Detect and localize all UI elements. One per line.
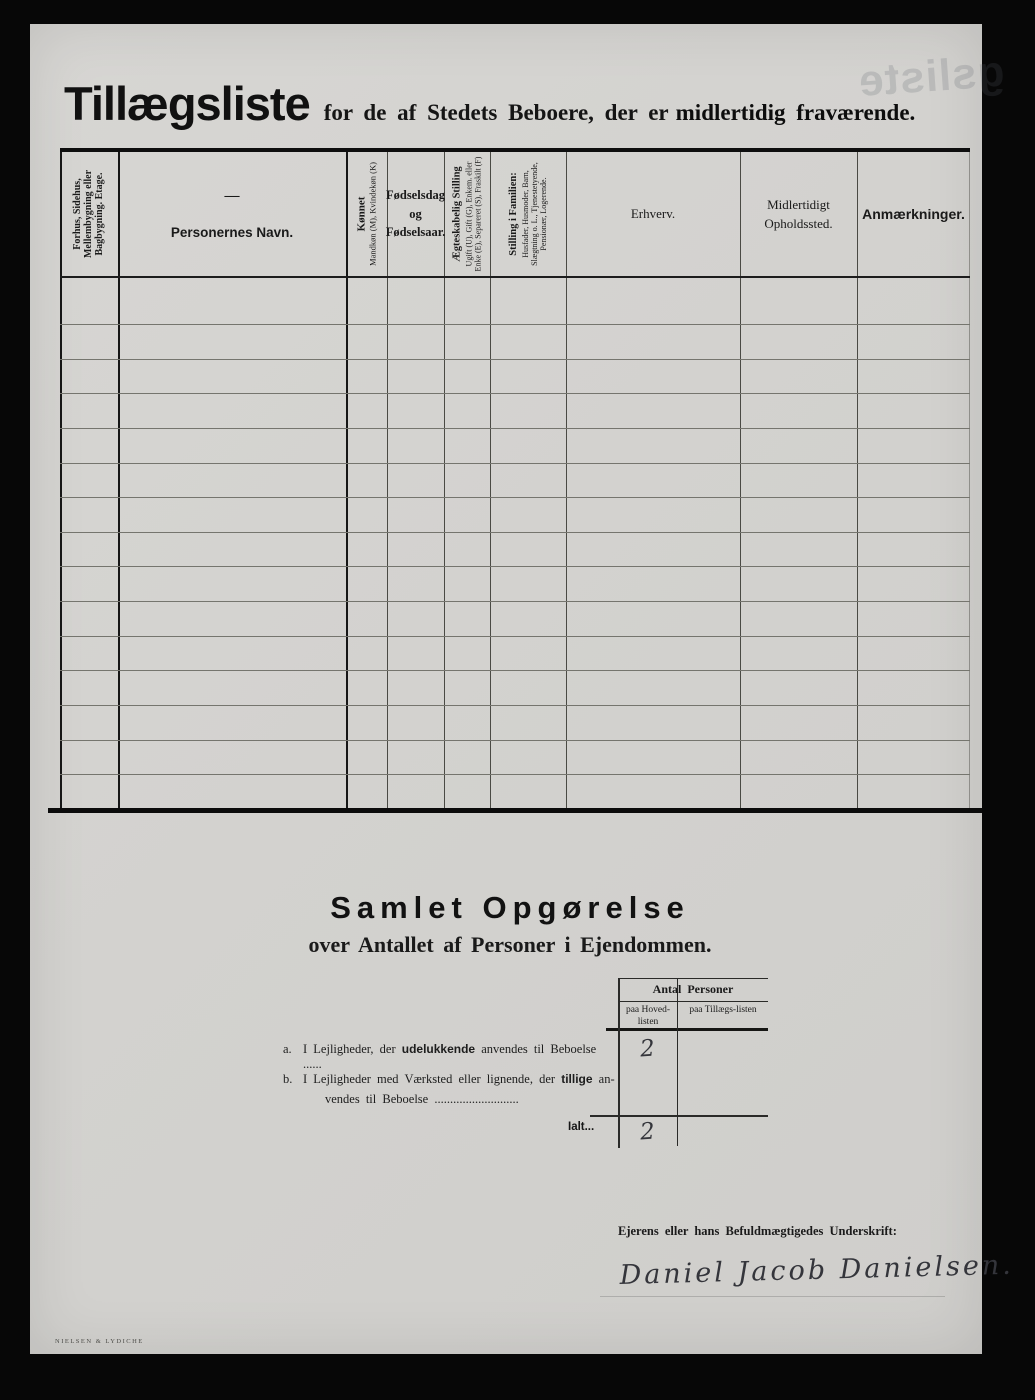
column-header-marital: [444, 152, 490, 276]
column-header-name: [118, 152, 346, 276]
column-header-family: [490, 152, 566, 276]
count-table-vline-mid: [677, 978, 678, 1146]
column-header-remarks-label: Anmærkninger.: [862, 206, 965, 222]
column-header-family-label: Stilling i Familien:: [507, 172, 519, 256]
census-table: [60, 148, 970, 809]
table-row-line: [60, 463, 970, 464]
table-row-line: [60, 566, 970, 567]
column-header-occupation: [566, 152, 740, 276]
table-row-line: [60, 532, 970, 533]
row-b-text-bold: tillige: [561, 1072, 593, 1086]
total-value: 2: [639, 1118, 656, 1146]
page-title-tail-bold: midlertidig fraværende.: [675, 100, 916, 125]
summary-row-b-line2: vendes til Beboelse ...........................: [325, 1092, 519, 1106]
table-row-line: [60, 636, 970, 637]
summary-row-a: [303, 1042, 618, 1072]
summary-subtitle: over Antallet af Personer i Ejendommen.: [308, 932, 712, 957]
column-header-name-label: Personernes Navn.: [170, 225, 294, 240]
summary-row-b: [303, 1072, 618, 1087]
column-header-sex-sub: Mandkøn (M), Kvindekøn (K): [367, 162, 378, 266]
row-b-text-post: an-: [598, 1072, 615, 1086]
page-title: [64, 76, 915, 131]
table-row-line: [60, 497, 970, 498]
column-header-family-sub: Husfader, Husmoder, Barn, Slægtning o. L., Tjenestetyende, Pensionær, Logerende.: [520, 162, 548, 266]
summary-row-a-label: a.: [283, 1042, 292, 1056]
bleed-through-text: gsliste: [856, 46, 1006, 107]
signature-handwriting: Daniel Jacob Danielsen.: [619, 1249, 1015, 1291]
column-header-residence-label: Midlertidigt Opholdssted.: [764, 196, 833, 231]
column-header-building-label: Forhus, Sidehus, Mellembygning eller Bagbygning. Etage.: [72, 169, 106, 259]
summary-title: Samlet Opgørelse: [330, 890, 690, 925]
summary-heading: [270, 890, 750, 958]
table-row-line: [60, 393, 970, 394]
column-header-marital-sub: Ugift (U), Gift (G), Enkem. eller Enke (E), Separeret (S), Fraskilt (F): [464, 156, 483, 272]
count-table-top-rule: [618, 978, 768, 979]
table-row-line: [60, 740, 970, 741]
table-bottom-rule: [48, 808, 982, 813]
count-col-mainlist: paa Hoved-listen: [625, 1005, 671, 1027]
page-title-main: Tillægsliste: [64, 77, 310, 130]
column-header-birth-label: Fødselsdag og Fødselsaar.: [385, 187, 446, 240]
table-row-line: [60, 705, 970, 706]
signature-label: Ejerens eller hans Befuldmægtigedes Underskrift:: [618, 1224, 897, 1238]
total-rule: [590, 1115, 768, 1117]
total-label: Ialt...: [568, 1121, 595, 1133]
signature-baseline: [600, 1296, 945, 1297]
header-dash: —: [224, 188, 240, 204]
column-header-remarks: [857, 152, 970, 276]
table-row-line: [60, 774, 970, 775]
column-header-occupation-label: Erhverv.: [630, 206, 676, 221]
table-row-line: [60, 601, 970, 602]
table-body: [60, 278, 970, 809]
table-row-line: [60, 359, 970, 360]
column-header-sex-label: Kønnet: [354, 196, 367, 232]
row-a-text-bold: udelukkende: [401, 1042, 476, 1056]
row-b-text-pre: I Lejligheder med Værksted eller lignende, der: [303, 1072, 556, 1086]
row-a-text-pre: I Lejligheder, der: [303, 1042, 396, 1056]
row-a-text-post: anvendes til Beboelse ......: [303, 1042, 597, 1071]
count-table-mid-rule: [618, 1001, 768, 1002]
table-row-line: [60, 324, 970, 325]
page-title-tail: for de af Stedets Beboere, der er: [323, 100, 669, 125]
row-a-count-value: 2: [639, 1035, 656, 1063]
column-header-residence: [740, 152, 857, 276]
paper-sheet: [30, 24, 1015, 1354]
table-row-line: [60, 428, 970, 429]
column-header-birth: [387, 152, 444, 276]
table-row-line: [60, 670, 970, 671]
summary-row-b-label: b.: [283, 1072, 293, 1086]
column-header-sex: [346, 152, 387, 276]
column-header-building: [60, 152, 118, 276]
count-table-header: Antal Personer: [652, 982, 734, 996]
count-col-suppllist: paa Tillægs-listen: [689, 1005, 757, 1015]
column-header-marital-label: Ægteskabelig Stilling: [451, 166, 463, 262]
table-header-row: [60, 152, 970, 278]
printer-mark: NIELSEN & LYDICHE: [55, 1338, 144, 1345]
